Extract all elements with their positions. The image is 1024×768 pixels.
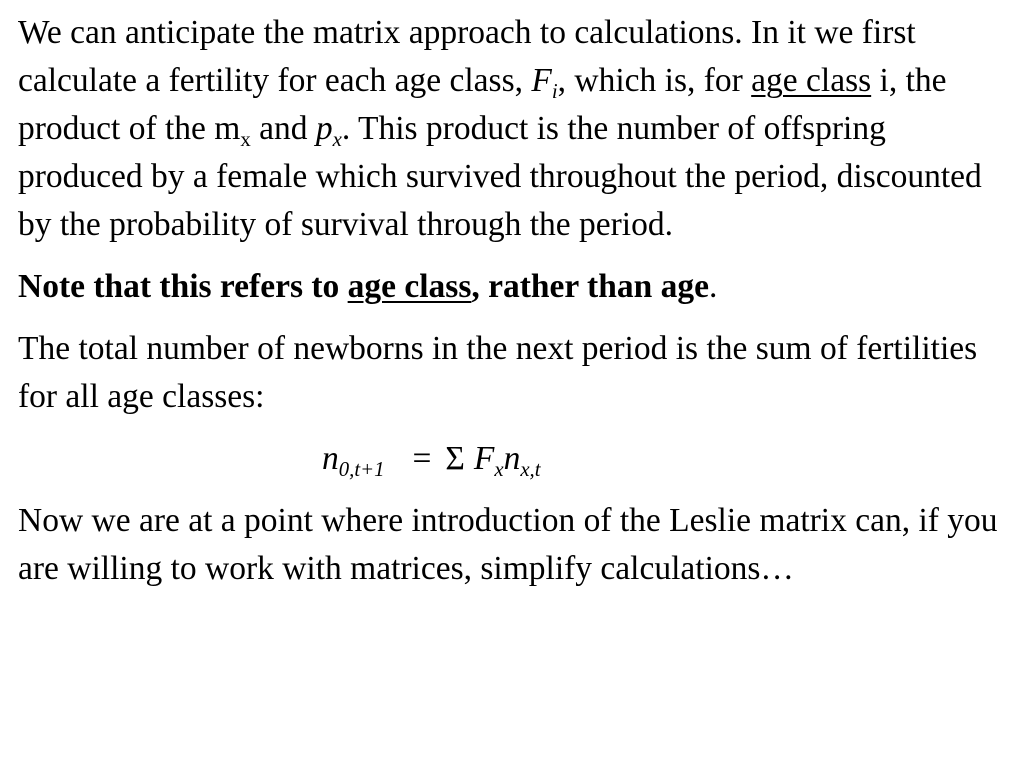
note-period: . (708, 268, 718, 305)
eq-F: F (473, 440, 495, 477)
eq-sigma: Σ (445, 440, 465, 477)
p4-text: Now we are at a point where introduction of the Leslie matrix can, if you are willing to work with matrices, simplify calculations… (18, 502, 998, 587)
paragraph-total-newborns (18, 325, 1014, 421)
eq-F-subscript: x (494, 457, 504, 481)
paragraph-fertility-definition (18, 9, 1014, 249)
eq-n2: n (503, 440, 521, 477)
p1-text-5: . This product is the number of offspring produced by a female which survived throughout the period, discounted by the probability of survival through the period. (18, 110, 982, 243)
age-class-term: age class (751, 62, 872, 99)
p-symbol: p (315, 110, 333, 147)
p1-text-1: We can anticipate the matrix approach to calculations. In it we first calculate a fertility for each age class, (18, 14, 916, 99)
paragraph-note (18, 263, 1014, 311)
paragraph-leslie-matrix (18, 497, 1014, 593)
eq-equals: = (412, 440, 432, 477)
slide-content (18, 9, 1014, 593)
p1-text-3: i, the product of the m (18, 62, 947, 147)
equation-newborns (18, 435, 1014, 483)
m-subscript: x (240, 127, 251, 151)
p-subscript: x (332, 127, 342, 151)
note-text-2: , rather than age (471, 268, 709, 305)
p1-text-2: , which is, for (557, 62, 752, 99)
eq-n-subscript: 0,t+1 (338, 457, 385, 481)
note-age-class-term: age class (347, 268, 472, 305)
note-text-1: Note that this refers to (18, 268, 348, 305)
fertility-symbol: F (531, 62, 552, 99)
eq-n2-subscript: x,t (520, 457, 541, 481)
fertility-subscript: i (551, 79, 558, 103)
p3-text: The total number of newborns in the next period is the sum of fertilities for all age classes: (18, 330, 978, 415)
p1-text-4: and (250, 110, 316, 147)
eq-n: n (322, 440, 339, 477)
